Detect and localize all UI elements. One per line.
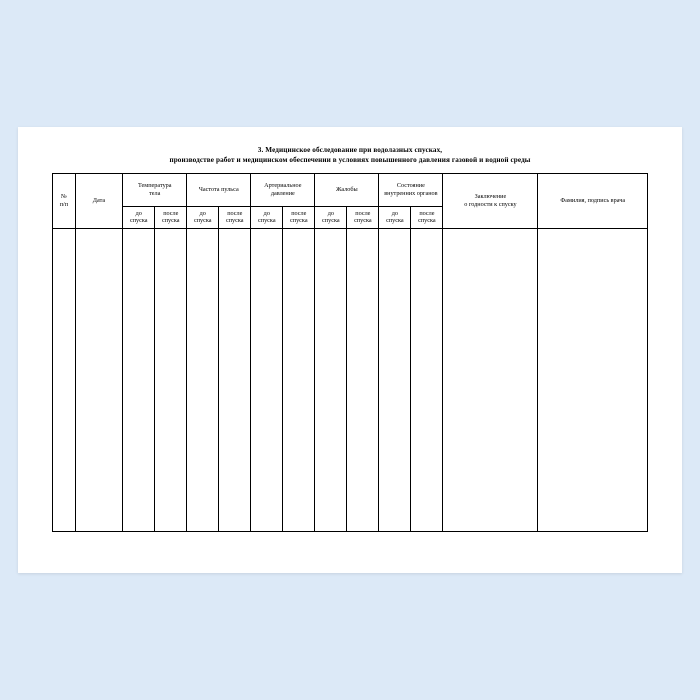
subheader-pulse-before: до спуска [187,206,219,228]
cell-pulse-before [187,228,219,531]
subheader-complaints-after: после спуска [347,206,379,228]
header-doctor-signature: Фамилия, подпись врача [538,173,648,228]
cell-temp-after [155,228,187,531]
header-pulse: Частота пульса [187,173,251,206]
cell-signature [538,228,648,531]
cell-organs-before [379,228,411,531]
header-complaints: Жалобы [315,173,379,206]
document-title [52,145,648,166]
title-line-2: производстве работ и медицинском обеспечении в условиях повышенного давления газовой и водной среды [169,156,531,165]
subheader-temp-before: до спуска [123,206,155,228]
cell-pressure-after [283,228,315,531]
subheader-organs-after: после спуска [411,206,443,228]
header-blood-pressure: Артериальное давление [251,173,315,206]
document-content [52,145,648,532]
subheader-pulse-after: после спуска [219,206,251,228]
cell-temp-before [123,228,155,531]
table-body [53,228,648,531]
document-page [18,127,682,573]
header-temperature: Температура тела [123,173,187,206]
header-date: Дата [75,173,123,228]
table-row [53,228,648,531]
header-num: № п/п [53,173,76,228]
subheader-organs-before: до спуска [379,206,411,228]
cell-num [53,228,76,531]
cell-pulse-after [219,228,251,531]
medical-examination-table [52,173,648,532]
cell-date [75,228,123,531]
subheader-complaints-before: до спуска [315,206,347,228]
cell-organs-after [411,228,443,531]
cell-complaints-after [347,228,379,531]
cell-conclusion [443,228,538,531]
header-conclusion: Заключение о годности к спуску [443,173,538,228]
title-line-1: 3. Медицинское обследование при водолазных спусках, [257,146,443,154]
cell-pressure-before [251,228,283,531]
subheader-pressure-after: после спуска [283,206,315,228]
cell-complaints-before [315,228,347,531]
header-internal-organs: Состояние внутренних органов [379,173,443,206]
table-header-group-row [53,173,648,206]
subheader-temp-after: после спуска [155,206,187,228]
subheader-pressure-before: до спуска [251,206,283,228]
